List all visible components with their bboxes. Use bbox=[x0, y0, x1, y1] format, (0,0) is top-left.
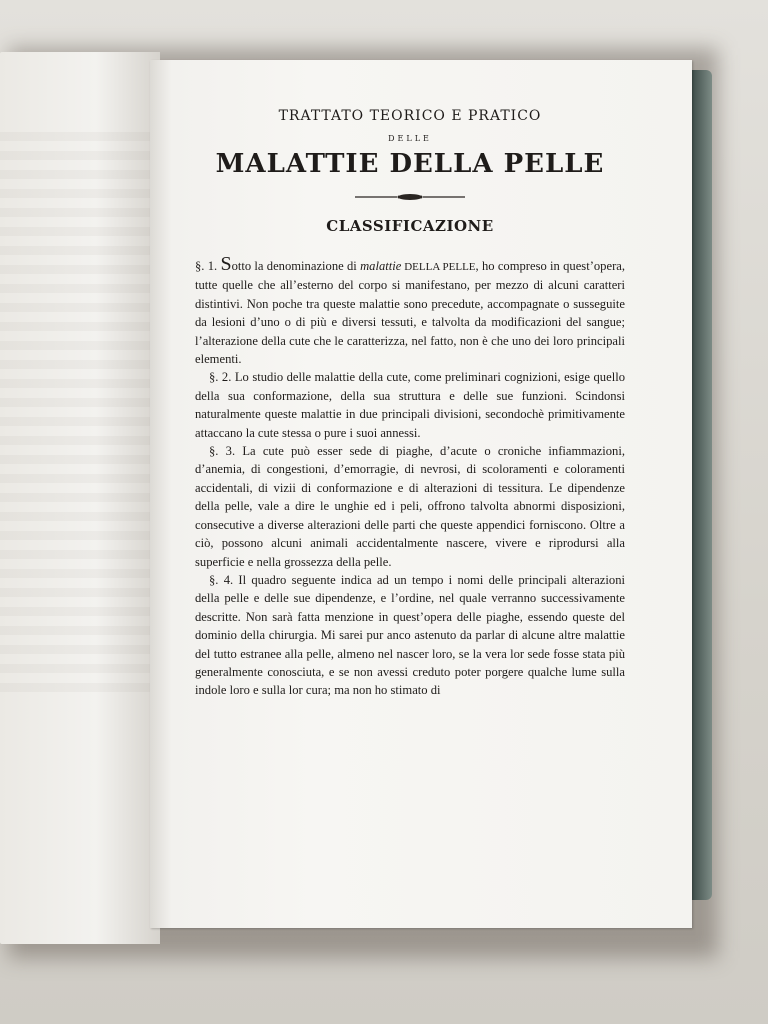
body-text bbox=[195, 253, 626, 700]
ornament-divider bbox=[355, 193, 465, 201]
paragraph-1-italic: malattie bbox=[360, 259, 402, 273]
left-page bbox=[0, 52, 160, 944]
paragraph-1-smallcaps: DELLA PELLE bbox=[401, 261, 476, 273]
paragraph-4: §. 4. Il quadro seguente indica ad un tempo i nomi delle principali alterazioni della pelle e delle sue dipendenze, e l’ordine, nel quale verranno successivamente descritte. Non sarà fatta menzione in quest’opera delle piaghe, essendo queste del dominio della chirurgia. Mi sarei pur anco astenuto da parlar di alcune altre malattie del tutto estranee alla pelle, almeno nel nascer loro, se la vera lor sede fosse stata più generalmente conosciuta, e se non avessi creduto poter porgere qualche lume sulla indole loro e sulla lor cura; ma non ho stimato di bbox=[195, 572, 625, 698]
section-title: CLASSIFICAZIONE bbox=[326, 217, 494, 235]
treatise-subtitle: DELLE bbox=[388, 134, 432, 143]
ornament-icon bbox=[355, 193, 465, 201]
paragraph-1 bbox=[195, 253, 626, 368]
drop-cap: S bbox=[220, 253, 232, 275]
paragraph-1-text-a: otto la denominazione di bbox=[231, 259, 361, 273]
paragraph-1-text-b: , ho compreso in quest’opera, tutte quelle che all’esterno del corpo si manifestano, per mezzo di alcuni caratteri distintivi. Non poche tra queste malattie sono precedute, accompagnate o susseguite da lesioni d’uno o di più e diversi tessuti, e talvolta da modificazioni del sangue; l’alterazione della cute che le caratterizza, nel fatto, non è che uno dei loro principali elementi. bbox=[195, 259, 626, 367]
treatise-title: TRATTATO TEORICO E PRATICO bbox=[278, 108, 542, 124]
paragraph-2: §. 2. Lo studio delle malattie della cute, come preliminari cognizioni, esige quello della sua conformazione, della sua struttura e delle sue funzioni. Scindonsi naturalmente queste malattie in due principali divisioni, secondochè primitivamente attaccano la cute stessa o pure i suoi annessi. bbox=[195, 370, 625, 440]
page-content bbox=[195, 100, 625, 700]
section-number: §. 1. bbox=[195, 259, 221, 273]
left-page-bleed-through bbox=[0, 132, 150, 692]
page-title: MALATTIE DELLA PELLE bbox=[215, 149, 605, 179]
paragraph-3: §. 3. La cute può esser sede di piaghe, d’acute o croniche infiammazioni, d’anemia, di congestioni, d’emorragie, di nevrosi, di scoloramenti e coloramenti accidentali, di vizii di conformazione e di alterazioni di tessitura. Le dipendenze della pelle, vale a dire le unghie ed i peli, offrono talvolta abnormi disposizioni, consecutive a diverse alterazioni delle parti che queste appendici forniscono. Oltre a ciò, possono alcuni animali accidentalmente nascere, vivere e riprodursi alla superficie e nella grossezza della pelle. bbox=[195, 444, 625, 569]
